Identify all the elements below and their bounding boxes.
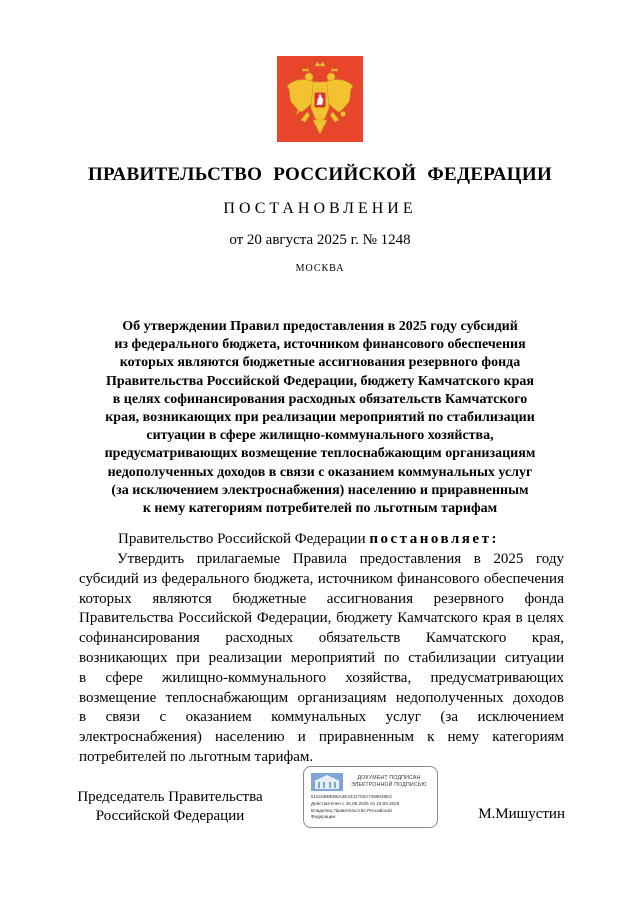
subject-line: Об утверждении Правил предоставления в 2025 году субсидий [122,319,518,334]
subject-line: Правительства Российской Федерации, бюджету Камчатского края [105,373,535,389]
stamp-heading-line: ДОКУМЕНТ ПОДПИСАН [357,775,421,781]
subject-line: ситуации в сфере жилищно-коммунального хозяйства, [146,428,494,444]
subject-line: в целях софинансирования расходных обязательств Камчатского [112,391,528,407]
body-line: возмещение теплоснабжающим организациям недополученных доходов [79,689,564,706]
e-signature-stamp [303,766,438,828]
subject-line: к нему категориям потребителей по льготным тарифам [142,501,498,517]
signer-name: М.Мишустин [478,806,565,822]
stamp-validity: Действителен с 26.06.2025 по 19.09.2026 [311,801,400,806]
document-city: МОСКВА [295,263,345,274]
stamp-owner: Федерации [311,814,336,819]
signer-position-line: Председатель Правительства [77,789,263,805]
body-line: софинансирования расходных обязательств Камчатского края, [79,630,564,647]
body-line: возникающих при реализации мероприятий по стабилизации ситуации [79,649,564,666]
body-line: в сфере жилищно-коммунального хозяйства, предусматривающих [79,669,564,686]
preamble-verb: постановляет: [369,531,499,547]
body-line: Утвердить прилагаемые Правила предоставления в 2025 году [117,551,564,567]
body-line: которых являются бюджетные ассигнования резервного фонда [79,590,564,607]
document-type: ПОСТАНОВЛЕНИЕ [223,200,417,217]
signer-position-line: Российской Федерации [95,808,245,824]
stamp-heading [344,775,434,788]
stamp-owner: Владелец Правительство Российской [311,808,392,813]
subject-line: края, возникающих при реализации мероприятий по стабилизации [105,410,535,426]
subject-line: из федерального бюджета, источником финансового обеспечения [114,337,526,353]
preamble [118,531,499,548]
document-subject [70,318,570,518]
subject-line: недополученных доходов в связи с оказанием коммунальных услуг [107,464,533,480]
building-icon [311,773,343,791]
government-title: ПРАВИТЕЛЬСТВО РОССИЙСКОЙ ФЕДЕРАЦИИ [87,164,553,185]
document-date-number: от 20 августа 2025 г. № 1248 [229,232,411,248]
subject-line: предусматривающих возмещение теплоснабжающим организациям [104,446,536,462]
subject-line: (за исключением электроснабжения) населению и приравненным [111,482,529,498]
coat-of-arms-icon [277,56,363,142]
subject-line: которых являются бюджетные ассигнования резервного фонда [119,355,521,371]
body-line: электроснабжения) населению и приравненным к нему категориям [79,729,564,746]
body-line: в связи с оказанием коммунальных услуг (за исключением [79,709,564,726]
stamp-certificate: 51615BBEB5A3E3431702A7469048E3 [311,794,392,799]
resolution-body [79,550,564,768]
body-line: потребителей по льготным тарифам. [79,748,314,765]
preamble-prefix: Правительство Российской Федерации [118,531,366,547]
signer-position [70,788,270,826]
body-line: субсидий из федерального бюджета, источником финансового обеспечения [79,570,564,587]
stamp-heading-line: ЭЛЕКТРОННОЙ ПОДПИСЬЮ [351,781,427,788]
body-line: Правительства Российской Федерации, бюджету Камчатского края в целях [79,610,564,627]
